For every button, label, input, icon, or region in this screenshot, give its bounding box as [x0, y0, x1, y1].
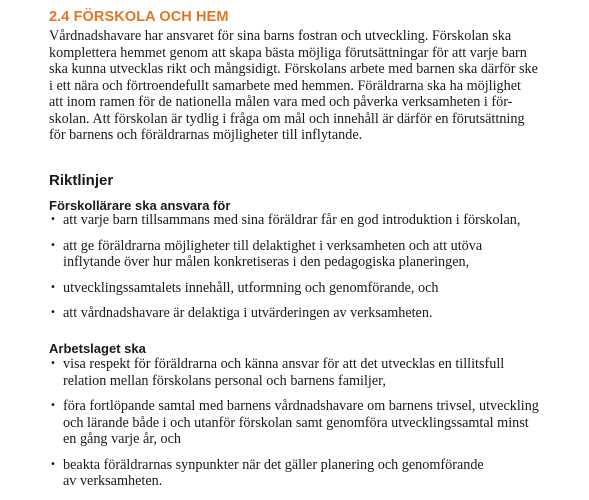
list-item [49, 398, 539, 448]
list-item-line: och lärande både i och utanför förskolan samt genomföra utvecklingssamtal minst [63, 414, 529, 431]
list-item-line: att ge föräldrarna möjligheter till delaktighet i verksamheten och att utöva [63, 237, 483, 254]
list-item-line: föra fortlöpande samtal med barnens vårdnadshavare om barnens trivsel, utveckling [63, 398, 539, 414]
bullet-list-work-team [49, 356, 539, 490]
bullet-icon: • [50, 458, 56, 470]
list-item-line: visa respekt för föräldrarna och känna ansvar för att det utvecklas en tillitsfull [63, 356, 505, 372]
group-heading-preschool-teachers: Förskollärare ska ansvara för [49, 198, 231, 213]
bullet-icon: • [50, 214, 56, 225]
section-title: 2.4 FÖRSKOLA OCH HEM [49, 9, 229, 25]
bullet-list-preschool-teachers [49, 212, 539, 322]
intro-line: ska kunna utvecklas rikt och mångsidigt. Förskolans arbete med barnen ska därför ske [49, 61, 538, 77]
bullet-icon: • [50, 358, 56, 369]
bullet-icon: • [50, 400, 56, 411]
bullet-icon: • [50, 239, 56, 251]
list-item [49, 238, 539, 271]
group-heading-work-team: Arbetslaget ska [49, 341, 146, 356]
list-item-line: relation mellan förskolans personal och barnens familjer, [63, 372, 386, 389]
intro-line: att inom ramen för de nationella målen vara med och påverka verksamheten i för- [49, 94, 513, 110]
list-item-line: att vårdnadshavare är delaktiga i utvärderingen av verksamheten. [63, 305, 433, 321]
list-item-line: utvecklingssamtalets innehåll, utformning och genomförande, och [63, 279, 439, 296]
list-item-line: beakta föräldrarnas synpunkter när det gäller planering och genomförande [63, 456, 484, 473]
intro-line: Vårdnadshavare har ansvaret för sina barns fostran och utveckling. Förskolan ska [49, 28, 512, 44]
intro-line: skolan. Att förskolan är tydlig i fråga om mål och innehåll är därför en förutsättning [49, 110, 525, 127]
list-item [49, 280, 539, 297]
list-item [49, 212, 539, 229]
list-item-line: att varje barn tillsammans med sina föräldrar får en god introduktion i förskolan, [63, 212, 521, 228]
intro-line: för barnens och föräldrarnas möjligheter till inflytande. [49, 127, 363, 143]
list-item-line: av verksamheten. [63, 473, 163, 489]
intro-line: i ett nära och förtroendefullt samarbete med hemmen. Föräldrarna ska ha möjlighet [49, 77, 521, 94]
list-item [49, 457, 539, 490]
list-item [49, 305, 539, 322]
intro-paragraph [49, 28, 539, 144]
document-page [49, 6, 539, 489]
list-item-line: en gång varje år, och [63, 431, 181, 447]
bullet-icon: • [50, 307, 56, 318]
list-item [49, 356, 539, 389]
list-item-line: inflytande över hur målen konkretiseras i den pedagogiska planeringen, [63, 254, 470, 270]
guidelines-title: Riktlinjer [49, 172, 114, 189]
intro-line: komplettera hemmet genom att skapa bästa möjliga förutsättningar för att varje barn [49, 44, 527, 61]
bullet-icon: • [50, 281, 56, 293]
